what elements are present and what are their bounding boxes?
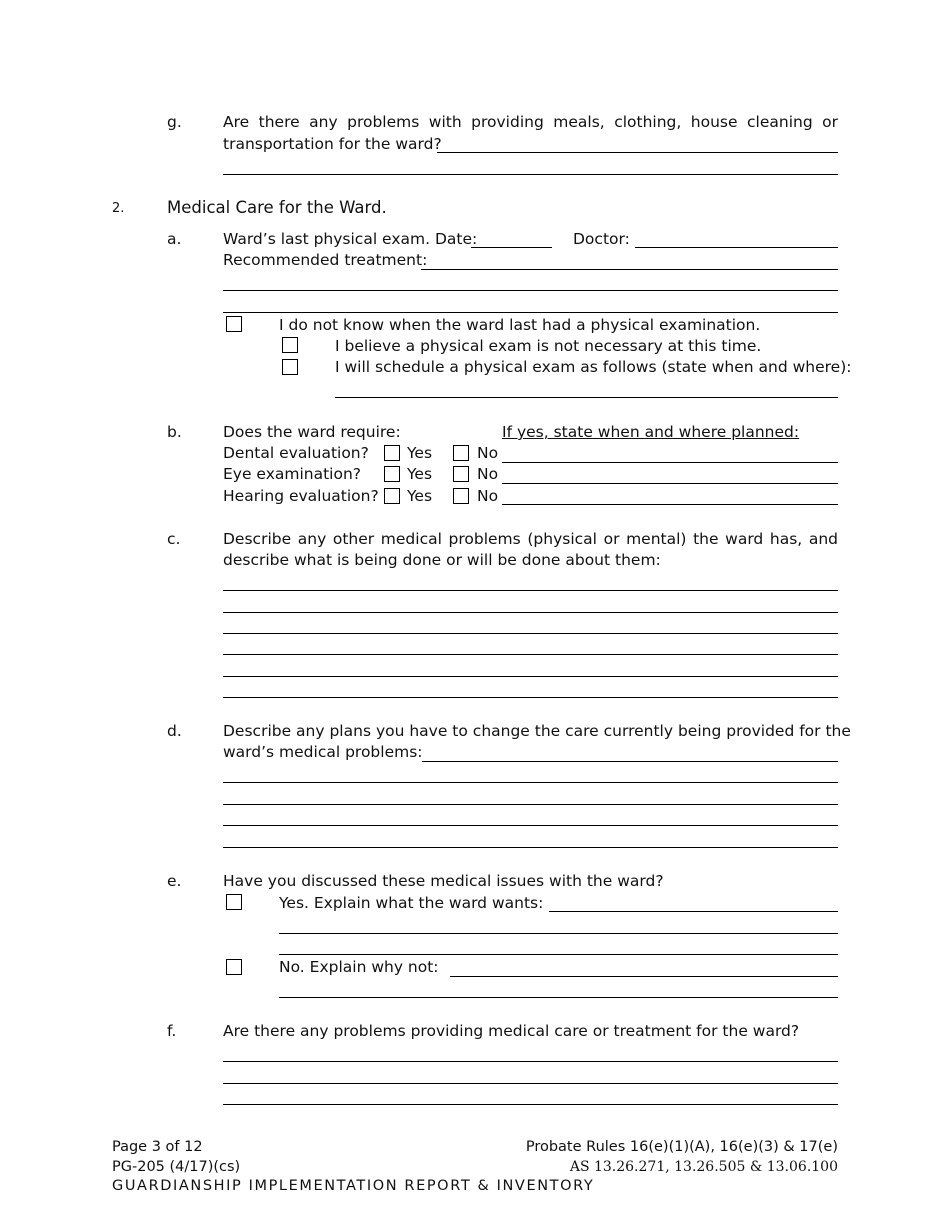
answer-line-f[interactable]	[223, 1083, 838, 1084]
section-number: 2.	[112, 201, 125, 216]
answer-line-d[interactable]	[223, 825, 838, 826]
treatment-field[interactable]	[421, 269, 838, 270]
exam-not-needed-label: I believe a physical exam is not necessary at this time.	[335, 337, 762, 355]
discussed-yes-field[interactable]	[549, 911, 838, 912]
hearing-plan-field[interactable]	[502, 504, 838, 505]
no-label: No	[477, 444, 499, 462]
exam-unknown-label: I do not know when the ward last had a physical examination.	[279, 316, 761, 334]
answer-line-c[interactable]	[223, 654, 838, 655]
answer-line-g[interactable]	[437, 152, 838, 153]
checkbox-hearing-no[interactable]	[453, 488, 469, 504]
form-title: GUARDIANSHIP IMPLEMENTATION REPORT & INVENTORY	[112, 1178, 595, 1194]
checkbox-dental-yes[interactable]	[384, 445, 400, 461]
checkbox-exam-not-needed[interactable]	[282, 337, 298, 353]
question-d-line1: Describe any plans you have to change the care currently being provided for the	[223, 722, 851, 740]
answer-line-d[interactable]	[223, 804, 838, 805]
eye-label: Eye examination?	[223, 465, 362, 483]
eye-plan-field[interactable]	[502, 483, 838, 484]
item-marker-a: a.	[167, 230, 182, 248]
question-c-line2: describe what is being done or will be done about them:	[223, 551, 661, 569]
exam-date-label: Ward’s last physical exam. Date:	[223, 230, 478, 248]
discussed-yes-label: Yes. Explain what the ward wants:	[279, 894, 544, 912]
answer-line-f[interactable]	[223, 1104, 838, 1105]
answer-line-c[interactable]	[223, 590, 838, 591]
probate-rules: Probate Rules 16(e)(1)(A), 16(e)(3) & 17(e)	[525, 1139, 838, 1155]
question-d-line2: ward’s medical problems:	[223, 743, 423, 761]
doctor-field[interactable]	[635, 247, 838, 248]
question-f: Are there any problems providing medical care or treatment for the ward?	[223, 1022, 800, 1040]
yes-label: Yes	[407, 465, 433, 483]
question-c-line1: Describe any other medical problems (physical or mental) the ward has, and	[223, 530, 838, 548]
checkbox-dental-no[interactable]	[453, 445, 469, 461]
doctor-label: Doctor:	[573, 230, 630, 248]
exam-date-field[interactable]	[471, 247, 552, 248]
hearing-label: Hearing evaluation?	[223, 487, 379, 505]
yes-label: Yes	[407, 444, 433, 462]
page-number: Page 3 of 12	[112, 1139, 203, 1155]
section-title: Medical Care for the Ward.	[167, 198, 387, 217]
planned-header: If yes, state when and where planned:	[502, 423, 800, 441]
answer-line-d[interactable]	[223, 847, 838, 848]
item-marker-d: d.	[167, 722, 182, 740]
checkbox-discussed-yes[interactable]	[226, 894, 242, 910]
item-marker-g: g.	[167, 113, 182, 131]
statutes: AS 13.26.271, 13.26.505 & 13.06.100	[569, 1159, 838, 1175]
treatment-label: Recommended treatment:	[223, 251, 428, 269]
dental-plan-field[interactable]	[502, 462, 838, 463]
discussed-no-field[interactable]	[450, 976, 838, 977]
answer-line-c[interactable]	[223, 697, 838, 698]
answer-line-c[interactable]	[223, 612, 838, 613]
no-label: No	[477, 487, 499, 505]
discussed-no-line[interactable]	[279, 997, 838, 998]
item-marker-c: c.	[167, 530, 181, 548]
no-label: No	[477, 465, 499, 483]
question-e: Have you discussed these medical issues with the ward?	[223, 872, 664, 890]
dental-label: Dental evaluation?	[223, 444, 369, 462]
answer-line-c[interactable]	[223, 633, 838, 634]
form-number: PG-205 (4/17)(cs)	[112, 1159, 241, 1175]
item-marker-e: e.	[167, 872, 182, 890]
yes-label: Yes	[407, 487, 433, 505]
checkbox-exam-schedule[interactable]	[282, 359, 298, 375]
answer-line-d[interactable]	[223, 782, 838, 783]
exam-schedule-label: I will schedule a physical exam as follows (state when and where):	[335, 358, 852, 376]
answer-line-g[interactable]	[223, 174, 838, 175]
discussed-yes-line[interactable]	[279, 933, 838, 934]
require-question: Does the ward require:	[223, 423, 401, 441]
answer-line-c[interactable]	[223, 676, 838, 677]
answer-line-d[interactable]	[422, 761, 838, 762]
answer-line-f[interactable]	[223, 1061, 838, 1062]
checkbox-eye-yes[interactable]	[384, 466, 400, 482]
question-g-line1: Are there any problems with providing meals, clothing, house cleaning or	[223, 113, 838, 131]
discussed-yes-line[interactable]	[279, 954, 838, 955]
checkbox-discussed-no[interactable]	[226, 959, 242, 975]
checkbox-eye-no[interactable]	[453, 466, 469, 482]
item-marker-b: b.	[167, 423, 182, 441]
question-g-line2: transportation for the ward?	[223, 135, 442, 153]
discussed-no-label: No. Explain why not:	[279, 958, 439, 976]
checkbox-hearing-yes[interactable]	[384, 488, 400, 504]
treatment-line[interactable]	[223, 290, 838, 291]
treatment-line[interactable]	[223, 312, 838, 313]
item-marker-f: f.	[167, 1022, 177, 1040]
exam-schedule-field[interactable]	[335, 397, 838, 398]
checkbox-exam-unknown[interactable]	[226, 316, 242, 332]
